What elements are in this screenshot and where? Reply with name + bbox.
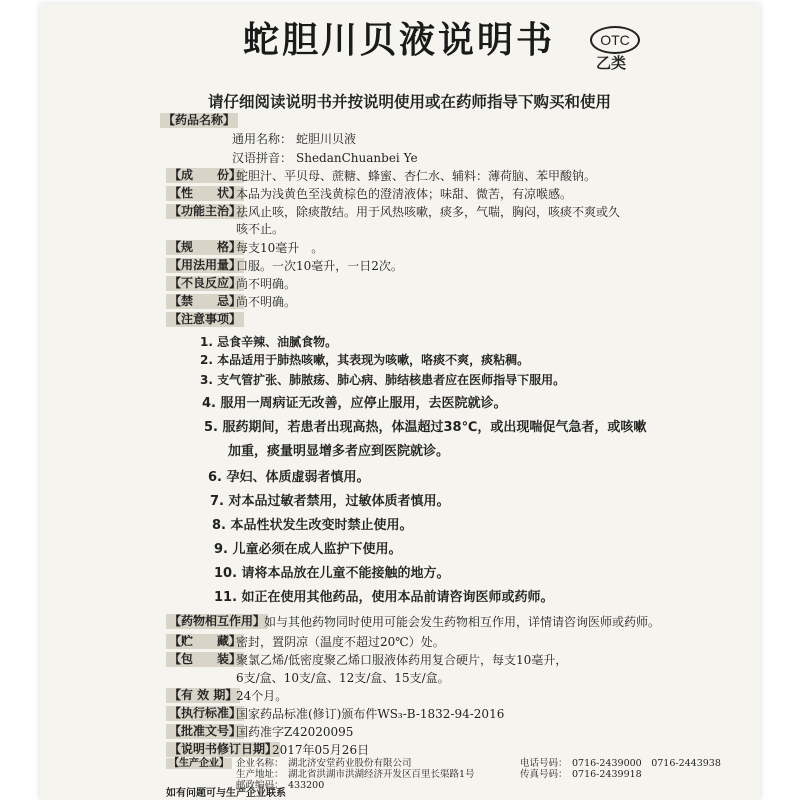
generic-name-label: 通用名称： — [232, 132, 293, 146]
precaution-item: 6. 孕妇、体质虚弱者慎用。 — [208, 470, 370, 485]
document-title: 蛇胆川贝液说明书 — [243, 20, 556, 61]
pinyin-value: ShedanChuanbei Ye — [296, 151, 418, 165]
manufacturer-field-value: 湖北济安堂药业股份有限公司 — [288, 758, 412, 769]
composition-value: 蛇胆汁、平贝母、蔗糖、蜂蜜、杏仁水、辅料：薄荷脑、苯甲酸钠。 — [236, 169, 597, 183]
generic-name-value: 蛇胆川贝液 — [296, 132, 357, 146]
section-label-adverse-reactions: 【不良反应】 — [166, 276, 244, 291]
section-label-manufacturer: 【生产企业】 — [166, 758, 232, 769]
section-label-standard: 【执行标准】 — [166, 706, 244, 721]
specification-value: 每支10毫升 。 — [236, 241, 324, 255]
section-label-approval-number: 【批准文号】 — [166, 724, 244, 739]
packaging-line-2: 6支/盒、10支/盒、12支/盒、15支/盒。 — [236, 671, 450, 685]
precaution-item: 2. 本品适用于肺热咳嗽，其表现为咳嗽，咯痰不爽，痰粘稠。 — [200, 353, 530, 367]
manufacturer-field-label: 传真号码： — [520, 769, 568, 780]
manufacturer-field-value: 433200 — [288, 780, 325, 791]
section-label-revision: 【说明书修订日期】 — [166, 742, 280, 757]
manufacturer-field-value: 湖北省洪湖市洪湖经济开发区百里长渠路1号 — [288, 769, 475, 780]
precaution-item: 11. 如正在使用其他药品，使用本品前请咨询医师或药师。 — [214, 590, 554, 605]
approval-number-value: 国药准字Z42020095 — [236, 725, 354, 739]
manufacturer-field-label: 企业名称： — [236, 758, 284, 769]
precaution-item: 3. 支气管扩张、肺脓疡、肺心病、肺结核患者应在医师指导下服用。 — [200, 373, 566, 387]
precaution-item: 4. 服用一周病证无改善，应停止服用，去医院就诊。 — [202, 396, 507, 411]
precaution-item: 8. 本品性状发生改变时禁止使用。 — [212, 518, 413, 533]
section-label-packaging: 【包 装】 — [166, 652, 244, 667]
section-label-contraindications: 【禁 忌】 — [166, 294, 244, 309]
validity-value: 24个月。 — [236, 689, 288, 703]
section-label-specification: 【规 格】 — [166, 240, 244, 255]
indications-line-2: 咳不止。 — [236, 222, 285, 236]
otc-mark-text: OTC — [600, 32, 630, 48]
precaution-item-continued: 加重，痰量明显增多者应到医院就诊。 — [228, 444, 450, 459]
footer-contact-note: 如有问题可与生产企业联系 — [166, 788, 286, 799]
revision-value: 2017年05月26日 — [272, 743, 370, 757]
precaution-item: 5. 服药期间，若患者出现高热，体温超过38℃，或出现喘促气急者，或咳嗽 — [204, 420, 647, 435]
adverse-reactions-value: 尚不明确。 — [236, 277, 297, 291]
contraindications-value: 尚不明确。 — [236, 295, 297, 309]
otc-category: 乙类 — [596, 54, 627, 72]
document-subtitle: 请仔细阅读说明书并按说明使用或在药师指导下购买和使用 — [208, 93, 612, 111]
precaution-item: 7. 对本品过敏者禁用，过敏体质者慎用。 — [210, 494, 450, 509]
section-label-drug-name: 【药品名称】 — [160, 113, 238, 128]
manufacturer-field-label: 生产地址： — [236, 769, 284, 780]
section-label-composition: 【成 份】 — [166, 168, 244, 183]
standard-value: 国家药品标准(修订)颁布件WS₃-B-1832-94-2016 — [236, 707, 505, 721]
section-label-validity: 【有 效 期】 — [166, 688, 240, 703]
section-label-precautions: 【注意事项】 — [166, 312, 244, 327]
interactions-value: 如与其他药物同时使用可能会发生药物相互作用，详情请咨询医师或药师。 — [264, 615, 661, 629]
pinyin-label: 汉语拼音： — [232, 151, 293, 165]
otc-mark — [590, 26, 640, 54]
manufacturer-field-value: 0716-2439000 0716-2443938 — [572, 758, 721, 769]
dosage-value: 口服。一次10毫升，一日2次。 — [236, 259, 403, 273]
properties-value: 本品为浅黄色至浅黄棕色的澄清液体；味甜、微苦，有凉喉感。 — [236, 187, 573, 201]
precaution-item: 1. 忌食辛辣、油腻食物。 — [200, 335, 338, 349]
section-label-storage: 【贮 藏】 — [166, 634, 244, 649]
storage-value: 密封，置阴凉（温度不超过20℃）处。 — [236, 635, 445, 649]
precaution-item: 9. 儿童必须在成人监护下使用。 — [214, 542, 402, 557]
section-label-dosage: 【用法用量】 — [166, 258, 244, 273]
manufacturer-field-label: 邮政编码： — [236, 780, 284, 791]
manufacturer-field-label: 电话号码： — [520, 758, 568, 769]
section-label-indications: 【功能主治】 — [166, 204, 244, 219]
manufacturer-field-value: 0716-2439918 — [572, 769, 642, 780]
section-label-properties: 【性 状】 — [166, 186, 244, 201]
packaging-line-1: 聚氯乙烯/低密度聚乙烯口服液体药用复合硬片，每支10毫升， — [236, 653, 568, 667]
indications-line-1: 祛风止咳，除痰散结。用于风热咳嗽，痰多，气喘，胸闷，咳痰不爽或久 — [236, 205, 621, 219]
precaution-item: 10. 请将本品放在儿童不能接触的地方。 — [214, 566, 450, 581]
section-label-interactions: 【药物相互作用】 — [166, 614, 268, 629]
